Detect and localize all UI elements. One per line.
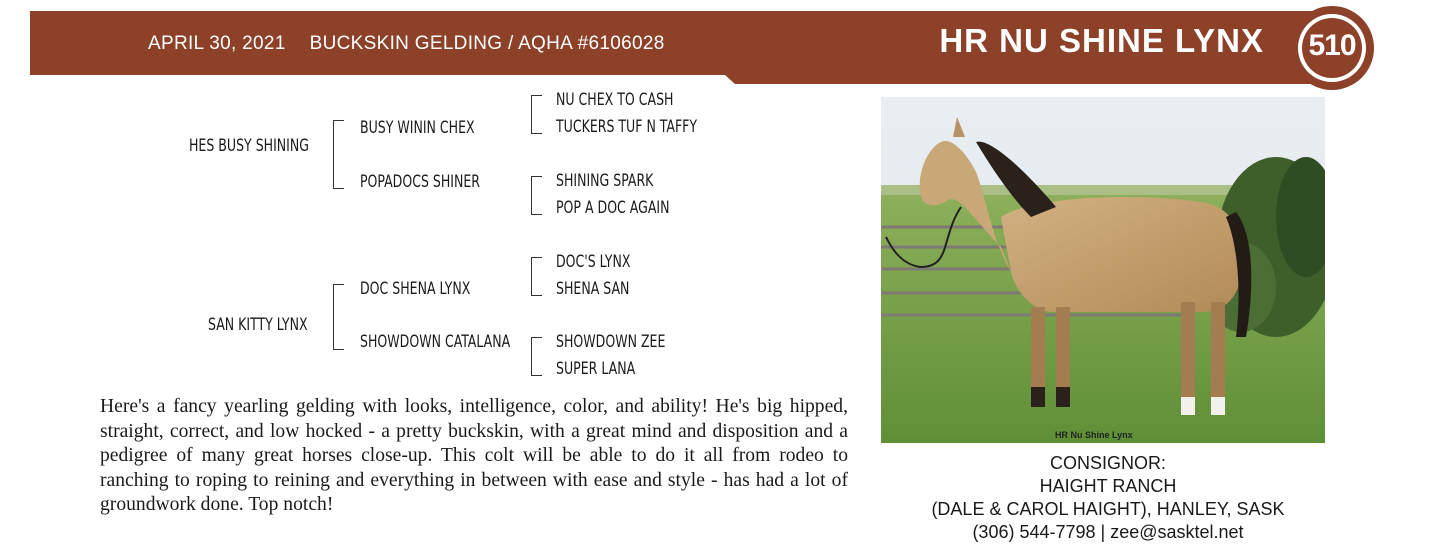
pedigree-bracket [333,120,344,189]
sale-date: APRIL 30, 2021 [148,33,286,54]
pedigree-dam: SAN KITTY LYNX [208,315,308,335]
consignor-label: CONSIGNOR: [1049,453,1166,473]
photo-caption: HR Nu Shine Lynx [1055,430,1133,440]
pedigree-dam-dam: SHOWDOWN CATALANA [360,332,511,352]
pedigree-sire: HES BUSY SHINING [189,136,309,156]
lot-number: 510 [1308,29,1356,62]
pedigree-dam-dam-dam: SUPER LANA [556,359,636,379]
pedigree-bracket [531,337,542,376]
pedigree-bracket [333,284,344,350]
pedigree-bracket [531,257,542,296]
horse-description-paragraph: Here's a fancy yearling gelding with looks, intelligence, color, and ability! He's big hipped, straight, correct, and low hocked - a pretty buckskin, with a great mind and disposition and a pedigree of many great horses close-up. This colt will be able to do it all from rodeo to ranching to roping to reining and everything in between with ease and style - has had a lot of groundwork done. Top notch! [100,396,848,515]
header-band-tail [735,75,1320,84]
consignor-owners: (DALE & CAROL HAIGHT), HANLEY, SASK [931,499,1285,519]
consignor-contact: (306) 544-7798 | zee@sasktel.net [972,522,1244,542]
pedigree-dam-dam-sire: SHOWDOWN ZEE [556,332,666,352]
pedigree-sire-dam-dam: POP A DOC AGAIN [556,198,670,218]
pedigree-dam-sire: DOC SHENA LYNX [360,279,471,299]
pedigree-dam-sire-dam: SHENA SAN [556,279,630,299]
pedigree-bracket [531,176,542,215]
horse-photo [881,97,1325,443]
pedigree-sire-dam-sire: SHINING SPARK [556,171,654,191]
consignor-ranch: HAIGHT RANCH [1039,476,1177,496]
horse-name: HR NU SHINE LYNX [939,22,1264,59]
horse-description: BUCKSKIN GELDING / AQHA #6106028 [309,33,665,54]
pedigree-dam-sire-sire: DOC'S LYNX [556,252,631,272]
pedigree-sire-dam: POPADOCS SHINER [360,172,481,192]
pedigree-sire-sire-dam: TUCKERS TUF N TAFFY [556,117,698,137]
pedigree-sire-sire: BUSY WININ CHEX [360,118,475,138]
header-info [148,33,665,55]
pedigree-sire-sire-sire: NU CHEX TO CASH [556,90,674,110]
consignor-block [880,452,1336,544]
pedigree-bracket [531,95,542,134]
lot-badge [1290,6,1374,90]
